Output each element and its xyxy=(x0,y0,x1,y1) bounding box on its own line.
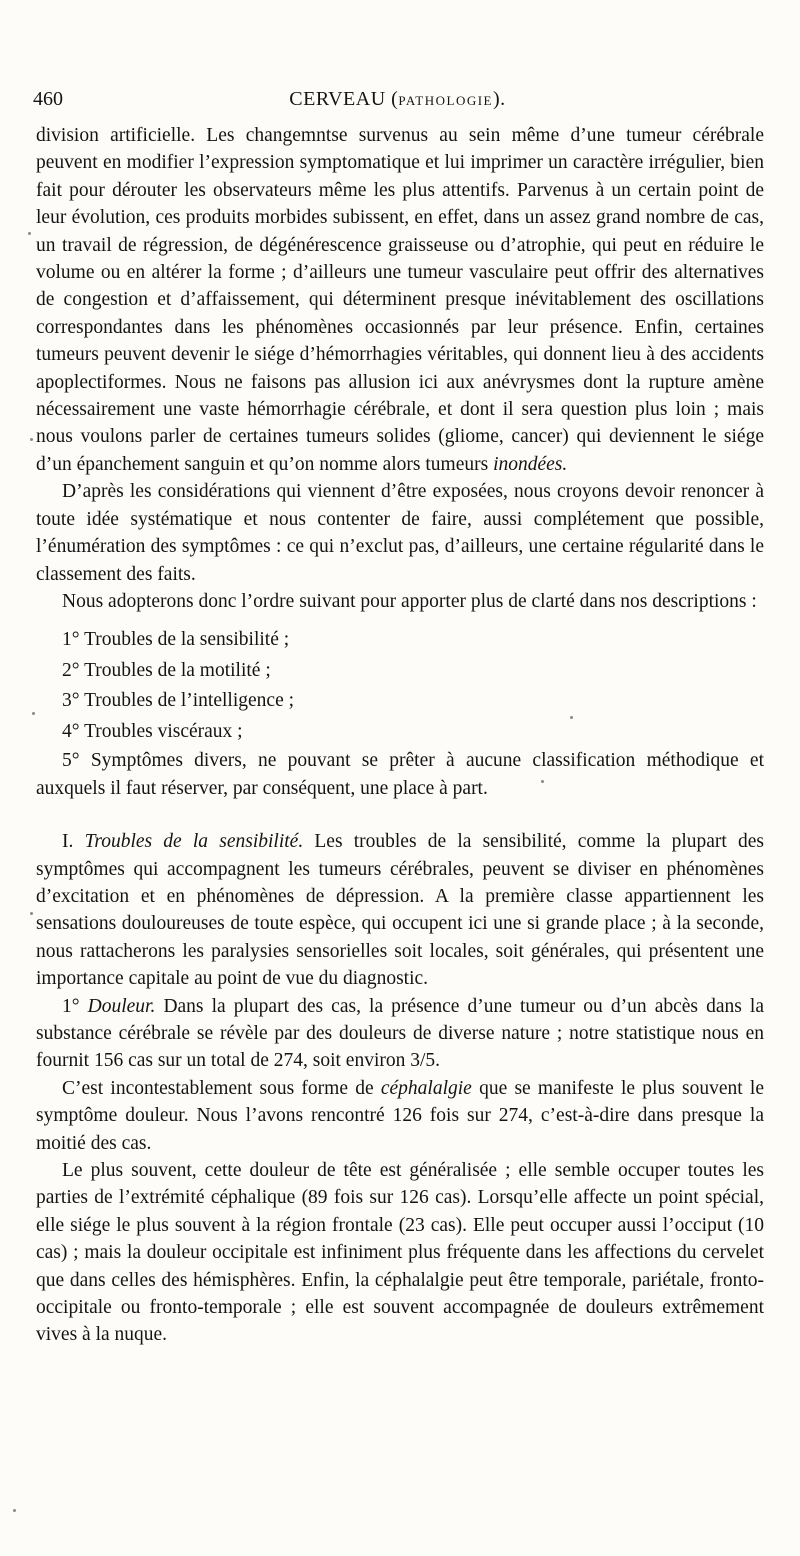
paragraph-1 xyxy=(36,122,764,478)
douleur-paragraph xyxy=(36,993,764,1075)
ink-speck xyxy=(28,232,31,235)
body-text xyxy=(36,122,764,1349)
running-head-main: CERVEAU ( xyxy=(289,88,399,110)
section-title: Troubles de la sensibilité. xyxy=(84,831,304,853)
list-item: 4° Troubles viscéraux ; xyxy=(62,720,243,742)
running-head-smallcaps: PATHOLOGIE xyxy=(398,93,494,108)
running-head xyxy=(33,88,762,111)
paragraph-3: Nous adopterons donc l’ordre suivant pour apporter plus de clarté dans nos descriptions : xyxy=(62,590,757,612)
paragraph-2: D’après les considérations qui viennent d’être exposées, nous croyons devoir renoncer à toute idée systématique et nous contenter de faire, aussi complétement que possible, l’énumération des symptômes : ce qui n’exclut pas, d’ailleurs, une certaine régularité dans le classement des faits. xyxy=(36,481,764,585)
paragraph-1-text: division artificielle. Les changemntse survenus au sein même d’une tumeur cérébrale peuvent en modifier l’expression symptomatique et lui imprimer un caractère irrégulier, bien fait pour dérouter les observateurs même les plus attentifs. Parvenus à un certain point de leur évolution, ces produits morbides subissent, en effet, dans un assez grand nombre de cas, un travail de régression, de dégénérescence graisseuse ou d’atrophie, qui peut en réduire le volume ou en altérer la forme ; d’ailleurs une tumeur vasculaire peut offrir des alternatives de congestion et d’affaissement, qui déterminent presque inévitablement des oscillations correspondantes dans les phénomènes occasionnés par leur présence. Enfin, certaines tumeurs peuvent devenir le siége d’hémorrhagies véritables, qui donnent lieu à des accidents apoplectiformes. Nous ne faisons pas allusion ici aux anévrysmes dont la rupture amène nécessairement une vaste hémorrhagie cérébrale, et dont il sera question plus loin ; mais nous voulons parler de certaines tumeurs solides (gliome, cancer) qui deviennent le siége d’un épanchement sanguin et qu’on nomme alors tumeurs xyxy=(36,125,764,475)
ink-speck xyxy=(32,712,35,715)
cephalalgie-after: que se manifeste le plus souvent le symptôme douleur. Nous l’avons rencontré 126 fois sur 274, c’est-à-dire dans presque la moitié des cas. xyxy=(36,1077,764,1154)
ink-speck xyxy=(30,912,33,915)
symptom-list xyxy=(36,625,764,802)
list-item: 1° Troubles de la sensibilité ; xyxy=(62,629,290,651)
page-header xyxy=(33,88,762,118)
section-text: Les troubles de la sensibilité, comme la plupart des symptômes qui accompagnent les tumeurs cérébrales, peuvent se diviser en phénomènes d’excitation et en phénomènes de dépression. A la première classe appartiennent les sensations douloureuses de toute espèce, qui occupent ici une si grande place ; à la seconde, nous rattacherons les paralysies sensorielles soit locales, soit générales, qui présentent une importance capitale au point de vue du diagnostic. xyxy=(36,831,764,990)
cephalalgie-before: C’est incontestablement sous forme de xyxy=(62,1077,381,1099)
cephalalgie-paragraph xyxy=(36,1075,764,1157)
ink-speck xyxy=(30,438,33,441)
ink-speck xyxy=(13,1509,16,1512)
list-item: 2° Troubles de la motilité ; xyxy=(62,659,271,681)
ink-speck xyxy=(541,780,544,783)
douleur-text: Dans la plupart des cas, la présence d’une tumeur ou d’un abcès dans la substance cérébrale se révèle par des douleurs de diverse nature ; notre statistique nous en fournit 156 cas sur un total de 274, soit environ 3/5. xyxy=(36,995,764,1072)
running-head-end: ). xyxy=(493,88,506,110)
section-number: I. xyxy=(62,831,85,853)
ink-speck xyxy=(570,716,573,719)
section-heading-paragraph xyxy=(36,828,764,992)
list-item: 5° Symptômes divers, ne pouvant se prêter à aucune classification méthodique et auxquels il faut réserver, par conséquent, une place à part. xyxy=(36,750,764,799)
list-item: 3° Troubles de l’intelligence ; xyxy=(62,690,295,712)
page-number: 460 xyxy=(33,88,63,110)
paragraph-1-italic: inondées. xyxy=(493,453,568,475)
cephalalgie-italic: céphalalgie xyxy=(380,1077,472,1099)
last-paragraph: Le plus souvent, cette douleur de tête est généralisée ; elle semble occuper toutes les parties de l’extrémité céphalique (89 fois sur 126 cas). Lorsqu’elle affecte un point spécial, elle siége le plus souvent à la région frontale (23 cas). Elle peut occuper aussi l’occiput (10 cas) ; mais la douleur occipitale est infiniment plus fréquente dans les affections du cervelet que dans celles des hémisphères. Enfin, la céphalalgie peut être temporale, pariétale, fronto-occipitale ou fronto-temporale ; elle est souvent accompagnée de douleurs extrêmement vives à la nuque. xyxy=(36,1160,764,1346)
douleur-title: Douleur. xyxy=(87,995,156,1017)
douleur-number: 1° xyxy=(62,995,88,1017)
